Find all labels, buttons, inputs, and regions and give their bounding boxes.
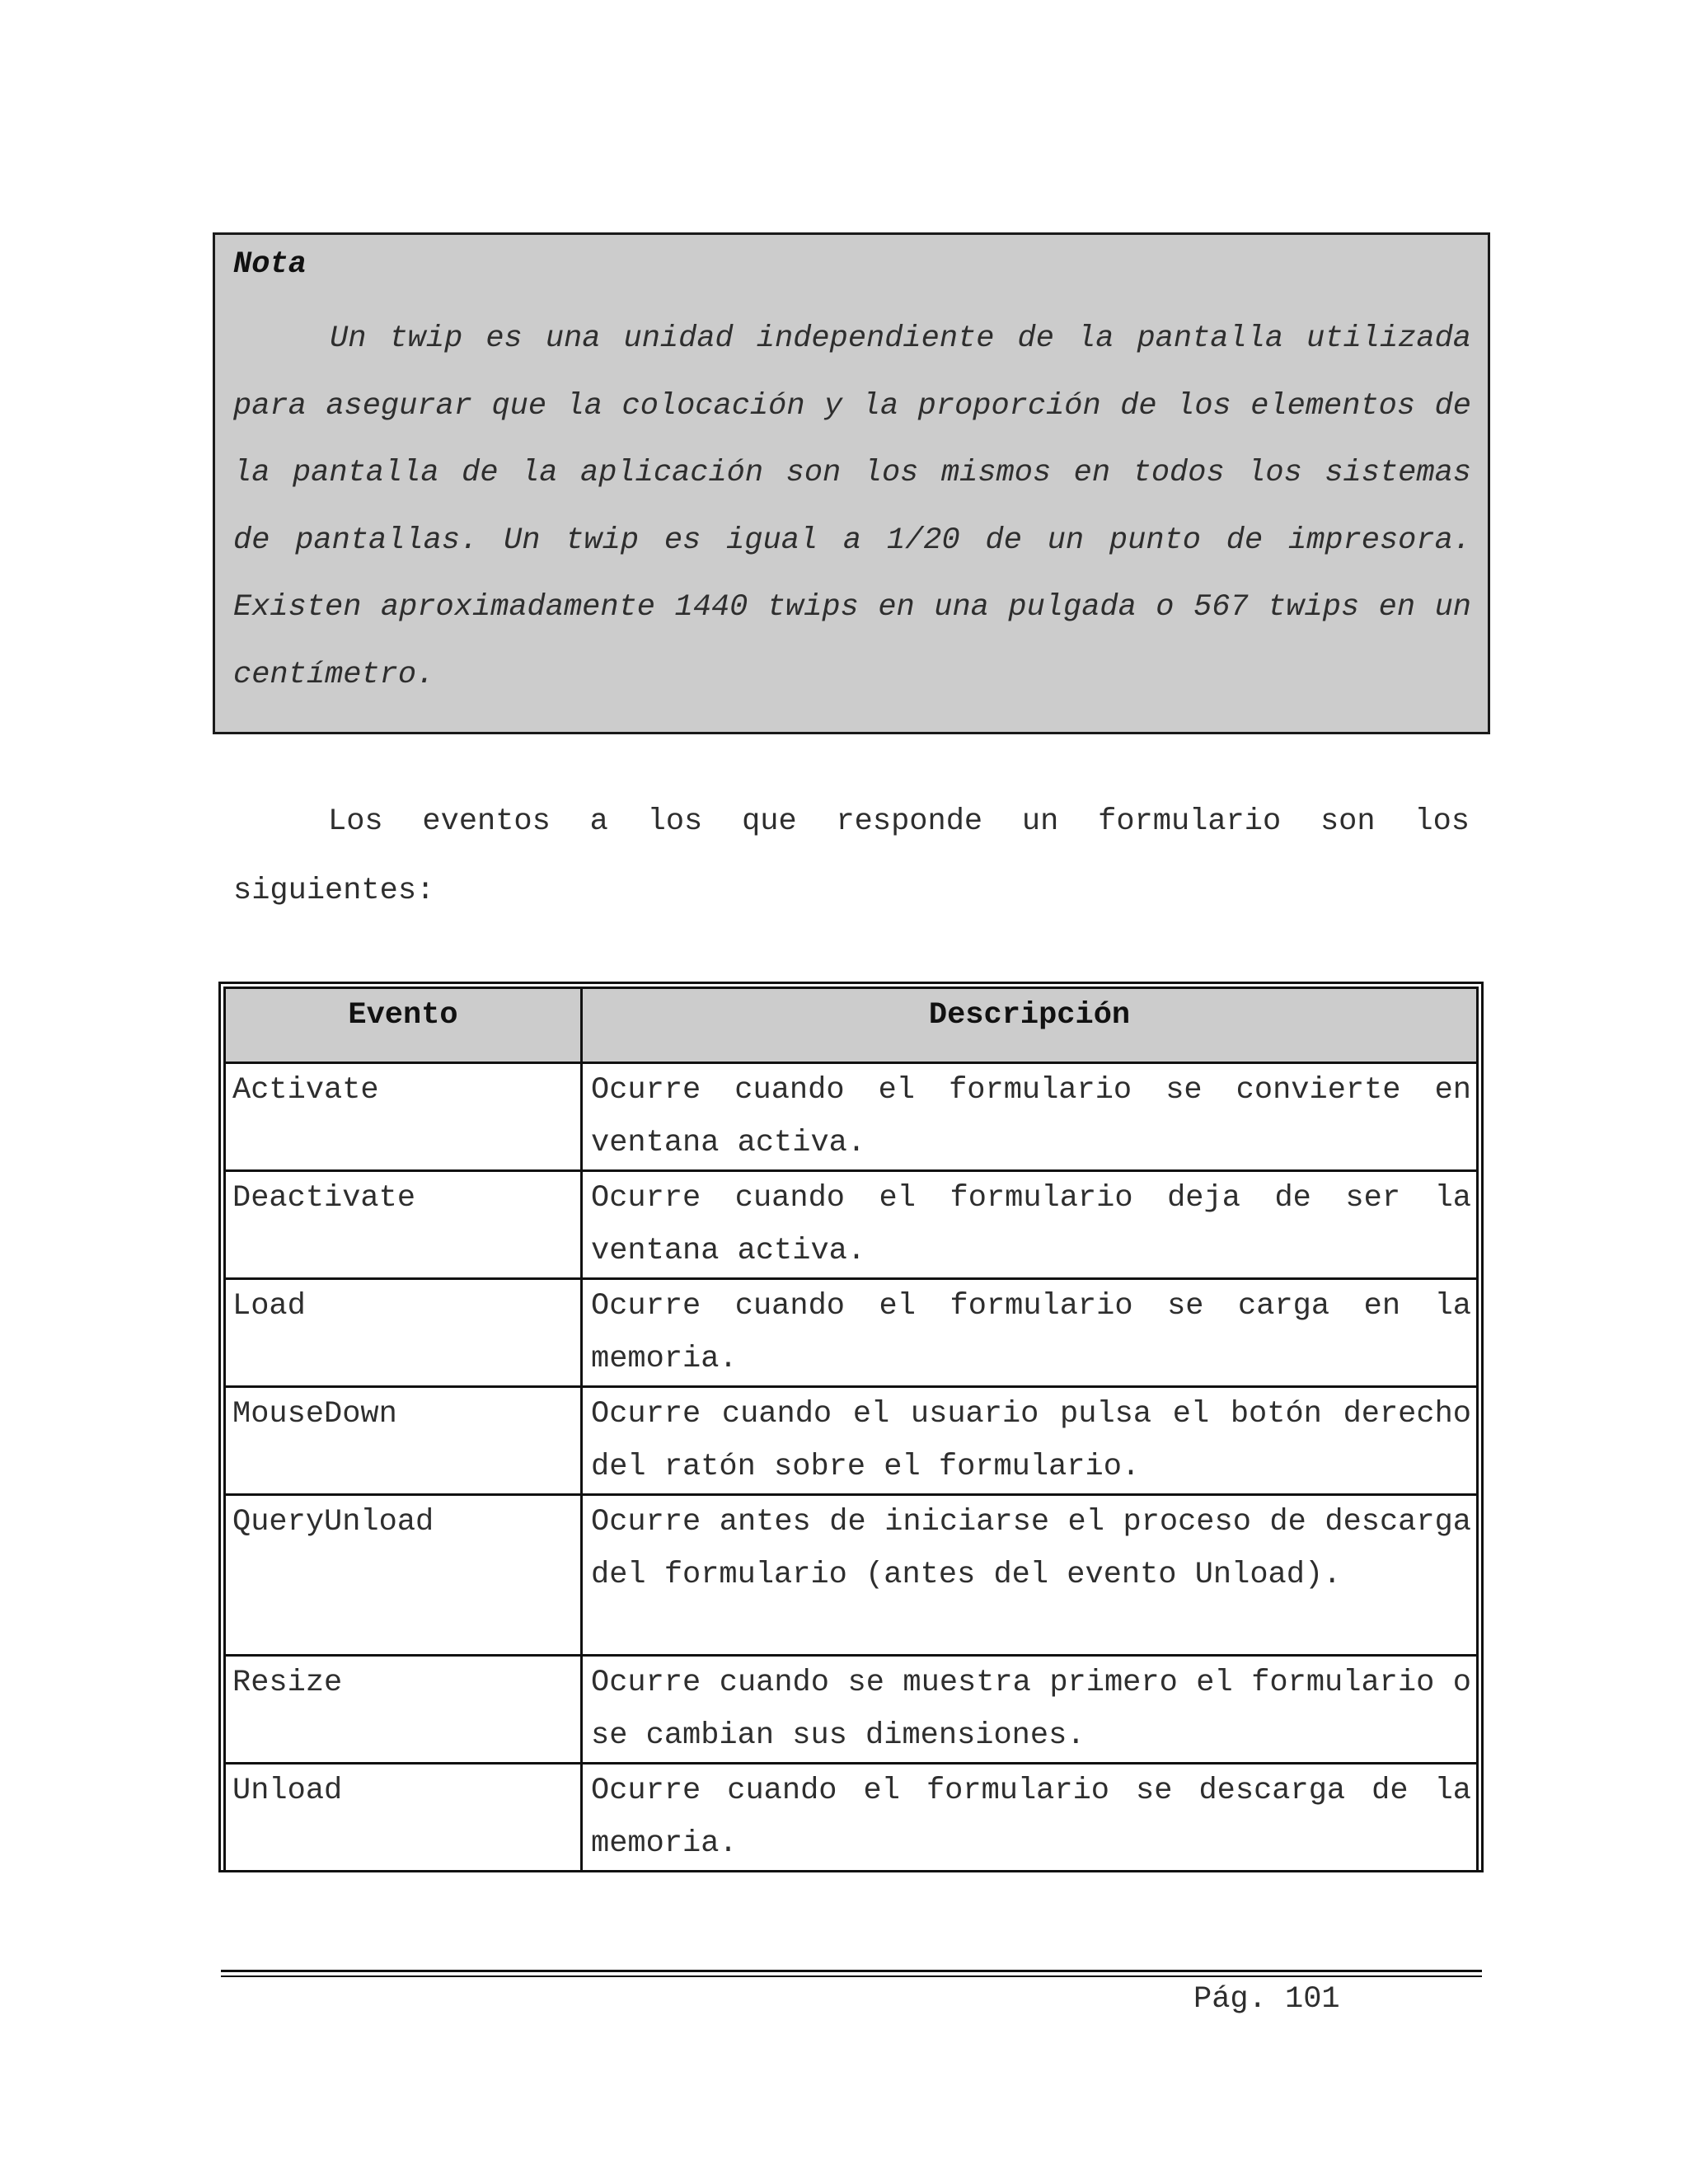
event-name: Load bbox=[225, 1279, 582, 1387]
event-name: MouseDown bbox=[225, 1387, 582, 1495]
event-description: Ocurre cuando el usuario pulsa el botón derecho del ratón sobre el formulario. bbox=[582, 1387, 1478, 1495]
header-evento: Evento bbox=[225, 988, 582, 1063]
event-name: Activate bbox=[225, 1063, 582, 1171]
header-descripcion: Descripción bbox=[582, 988, 1478, 1063]
note-title: Nota bbox=[233, 247, 307, 282]
page-number: Pág. 101 bbox=[1193, 1982, 1340, 2017]
event-name: Resize bbox=[225, 1656, 582, 1764]
table-header-row bbox=[225, 988, 1478, 1063]
table-row bbox=[225, 1656, 1478, 1764]
table-row bbox=[225, 1387, 1478, 1495]
event-description: Ocurre cuando el formulario se descarga de la memoria. bbox=[582, 1764, 1478, 1872]
event-description: Ocurre antes de iniciarse el proceso de descarga del formulario (antes del evento Unload). bbox=[582, 1495, 1478, 1656]
event-description: Ocurre cuando el formulario se carga en la memoria. bbox=[582, 1279, 1478, 1387]
events-table bbox=[223, 987, 1479, 1872]
note-box bbox=[213, 232, 1490, 734]
event-name: Unload bbox=[225, 1764, 582, 1872]
table-row bbox=[225, 1764, 1478, 1872]
events-table-frame bbox=[218, 982, 1484, 1872]
table-row bbox=[225, 1063, 1478, 1171]
footer-rule bbox=[221, 1970, 1482, 1977]
intro-paragraph: Los eventos a los que responde un formulario son los siguientes: bbox=[233, 804, 1470, 908]
table-row bbox=[225, 1171, 1478, 1279]
event-name: QueryUnload bbox=[225, 1495, 582, 1656]
note-body: Un twip es una unidad independiente de la pantalla utilizada para asegurar que la colocación y la proporción de los elementos de la pantalla de la aplicación son los mismos en todos los sistemas de pantallas. Un twip es igual a 1/20 de un punto de impresora. Existen aproximadamente 1440 twips en una pulgada o 567 twips en un centímetro. bbox=[233, 321, 1471, 692]
event-description: Ocurre cuando se muestra primero el formulario o se cambian sus dimensiones. bbox=[582, 1656, 1478, 1764]
event-description: Ocurre cuando el formulario se convierte en ventana activa. bbox=[582, 1063, 1478, 1171]
table-row bbox=[225, 1495, 1478, 1656]
event-description: Ocurre cuando el formulario deja de ser la ventana activa. bbox=[582, 1171, 1478, 1279]
event-name: Deactivate bbox=[225, 1171, 582, 1279]
table-row bbox=[225, 1279, 1478, 1387]
